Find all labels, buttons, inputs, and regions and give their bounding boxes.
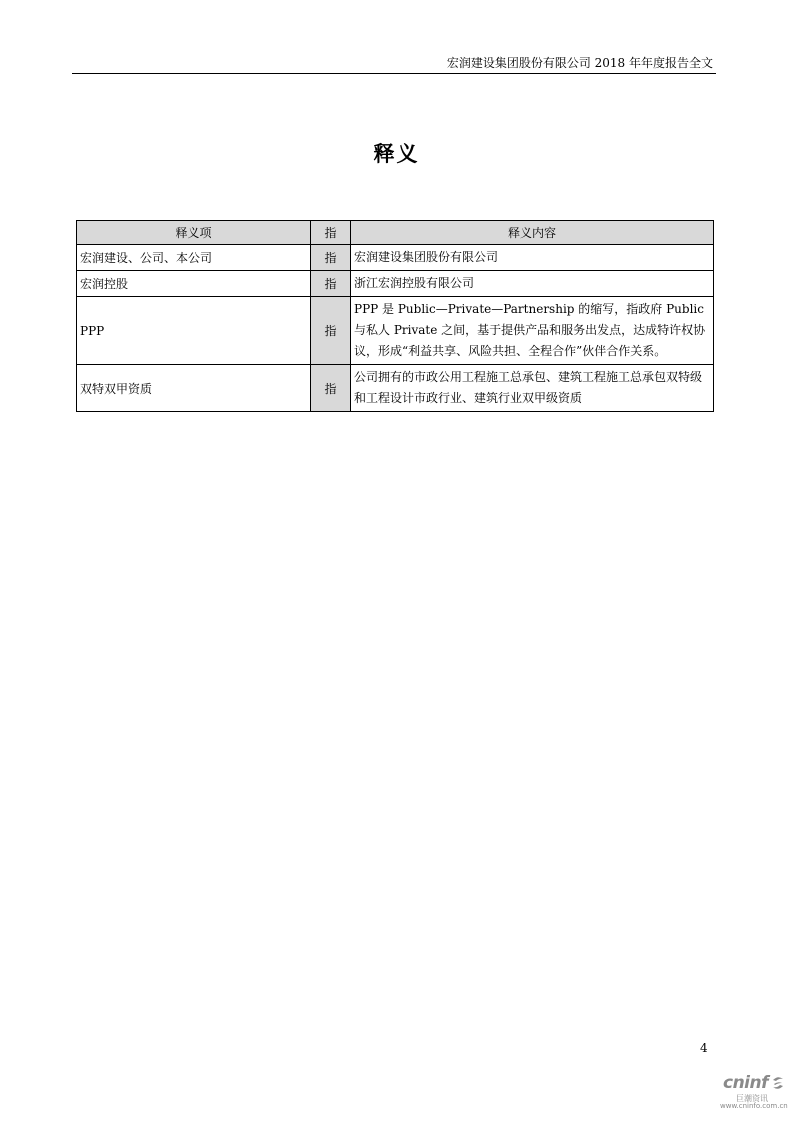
table-row: [77, 245, 714, 271]
meaning-cell: 宏润建设集团股份有限公司: [351, 245, 714, 271]
meaning-cell: 公司拥有的市政公用工程施工总承包、建筑工程施工总承包双特级和工程设计市政行业、建筑行业双甲级资质: [351, 365, 714, 412]
column-header-meaning: 释义内容: [351, 221, 714, 245]
cninfo-swirl-icon: [770, 1075, 786, 1091]
term-cell: 宏润建设、公司、本公司: [77, 245, 311, 271]
table-row: [77, 271, 714, 297]
table-row: [77, 297, 714, 365]
indicator-cell: 指: [311, 365, 351, 412]
header-rule: [72, 73, 716, 74]
column-header-indicator: 指: [311, 221, 351, 245]
page-title: 释义: [373, 142, 420, 166]
term-cell: PPP: [77, 297, 311, 365]
logo-chinese-name: 巨潮资讯: [736, 1094, 768, 1103]
definitions-table: [76, 220, 714, 412]
meaning-cell: PPP 是 Public—Private—Partnership 的缩写，指政府 Public 与私人 Private 之间，基于提供产品和服务出发点，达成特许权协议，形成“利益共享、风险共担、全程合作”伙伴合作关系。: [351, 297, 714, 365]
logo-url: www.cninfo.com.cn: [720, 1102, 788, 1110]
table-header-row: [77, 221, 714, 245]
table-row: [77, 365, 714, 412]
indicator-cell: 指: [311, 297, 351, 365]
term-cell: 宏润控股: [77, 271, 311, 297]
cninfo-logo: [720, 1073, 790, 1113]
page-number: 4: [700, 1041, 708, 1055]
indicator-cell: 指: [311, 271, 351, 297]
running-header: 宏润建设集团股份有限公司 2018 年年度报告全文: [446, 56, 713, 70]
column-header-term: 释义项: [77, 221, 311, 245]
term-cell: 双特双甲资质: [77, 365, 311, 412]
indicator-cell: 指: [311, 245, 351, 271]
meaning-cell: 浙江宏润控股有限公司: [351, 271, 714, 297]
logo-wordmark: cninf: [723, 1073, 769, 1093]
